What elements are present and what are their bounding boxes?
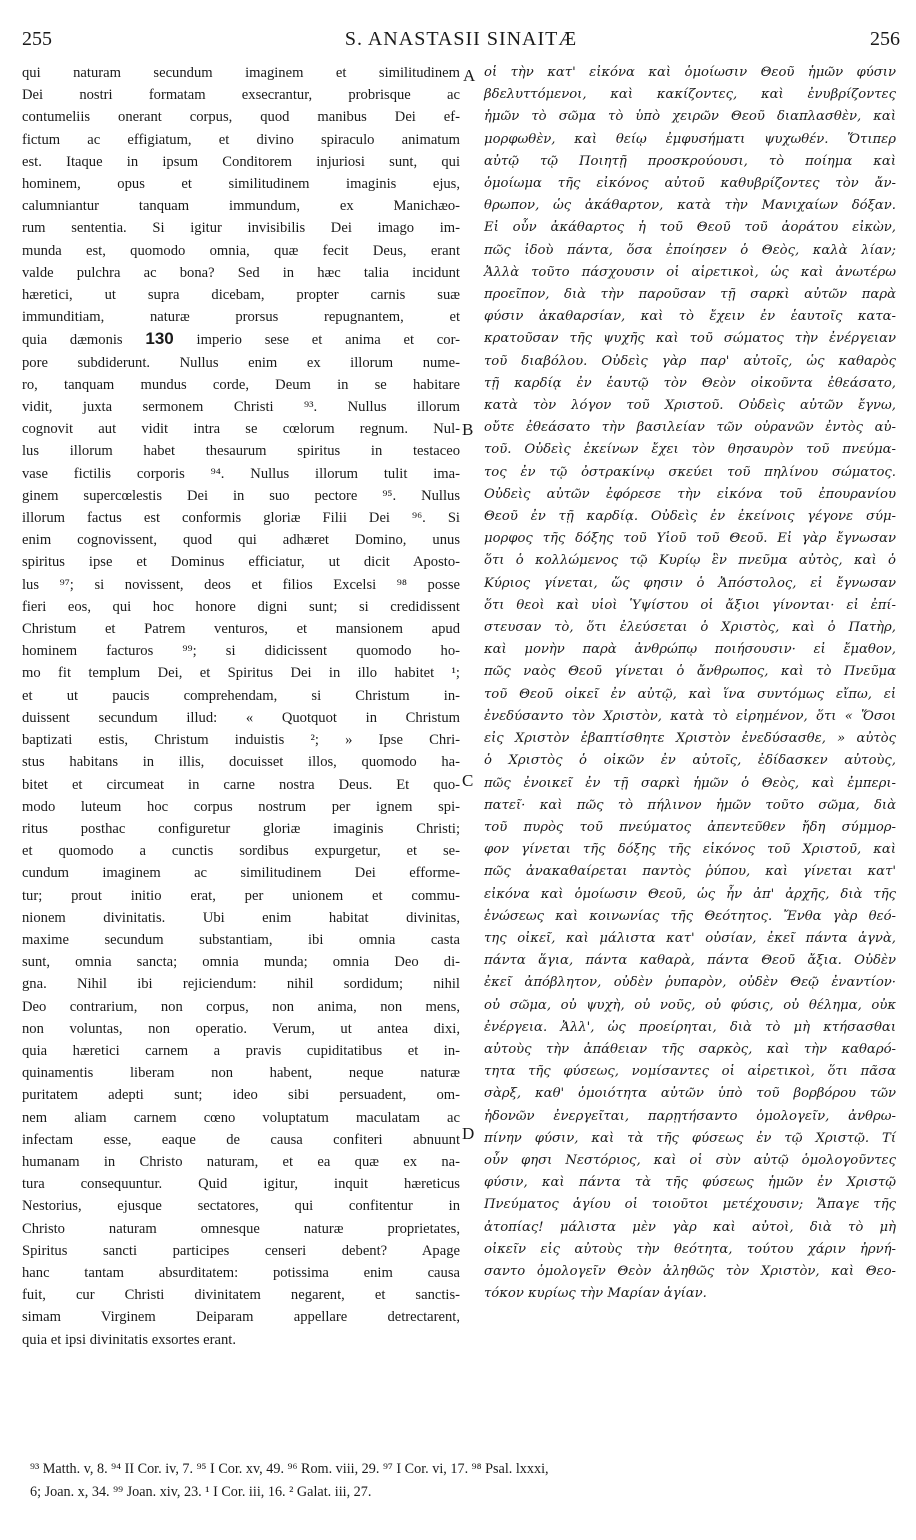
greek-line: ὅτι θεοὶ καὶ υἱοὶ Ὑψίστου οἱ ἄξιοι γίνονται· εἰ ἐπί- [484,597,896,613]
latin-line: contumeliis onerant corpus, quod manibus Dei ef- [22,109,460,126]
latin-line: hominem, opus et similitudinem imaginis ejus, [22,176,460,193]
greek-line: Θεοῦ ἐν τῇ καρδίᾳ. Οὐδεὶς ἐν ἐκείνοις γέγονε σύμ- [484,509,896,525]
greek-line: Οὐδεὶς αὐτῶν ἐφόρεσε τὴν εἰκόνα τοῦ ἐπουρανίου [484,486,896,502]
latin-line: et ut paucis comprehendam, si Christum in- [22,687,460,704]
greek-line: φύσιν ἀκαθαρσίαν, καὶ τὸ ἔχειν ἐν ἑαυτοῖς κατα- [484,309,896,325]
greek-line: τῇ καρδίᾳ ἐν ἑαυτῷ τὸν Θεὸν οἰκοῦντα ἐθεάσατο, [484,375,896,391]
latin-line: modo luteum hoc corpus nostrum per ignem spi- [22,798,460,815]
greek-line: ἡμῶν τὸ σῶμα τὸ ὑπὸ χειρῶν Θεοῦ διαπλασθὲν, καὶ [484,109,896,125]
page-header [22,20,900,60]
latin-column [22,62,460,1351]
latin-line: est. Itaque in ipsum Conditorem injuriosi sunt, qui [22,153,460,170]
latin-line: hominem facturos ⁹⁹; si didicissent quomodo ho- [22,643,460,660]
greek-line: τοῦ Θεοῦ οἰκεῖ ἐν αὐτῷ, καὶ ἵνα συντόμως εἴπω, εἰ [484,686,896,702]
greek-line: οὖν φησι Νεστόριος, καὶ οἱ σὺν αὐτῷ ὁμολογοῦντες [484,1152,896,1168]
latin-line: fieri eos, qui hoc honore digni sunt; si credidissent [22,598,460,615]
section-marker-a: A [463,66,476,85]
footnotes [30,1458,549,1504]
greek-line: εἰς Χριστὸν ἐβαπτίσθητε Χριστὸν ἐνεδύσασθε, » αὐτὸς [484,731,896,747]
latin-line: illorum factus est conformis gloriæ Filii Dei ⁹⁶. Si [22,510,460,527]
greek-line: στευσαν τὸ, ὅτι ἐλεύσεται ὁ Χριστὸς, καὶ ὁ Πατὴρ, [484,620,896,636]
latin-line: enim cognovissent, quod qui adhæret Domino, unus [22,532,460,549]
latin-line [22,328,460,351]
latin-line: fictum ac effigiatum, et divino spiraculo animatum [22,131,460,148]
greek-line: σὰρξ, καθ' ὁμοιότητα αὐτῶν ὑπὸ τοῦ βορβόρου τῶν [484,1086,896,1102]
latin-line: Christum et Patrem venturos, et mansionem apud [22,621,460,638]
latin-line: nem aliam carnem cœno voluptatum maculatam ac [22,1109,460,1126]
greek-line: Πνεύματος ἁγίου οἱ τοιοῦτοι μετέχουσιν; Ἄπαγε τῆς [484,1197,896,1213]
latin-line: fuit, cur Christi divinitatem negarent, et sanctis- [22,1287,460,1304]
latin-line: stus habitans in illis, docuisset illos, quomodo ha- [22,754,460,771]
latin-line: Dei nostri formatam exsecrantur, probrisque ac [22,87,460,104]
latin-line: pore subdiderunt. Nullus enim ex illorum nume- [22,354,460,371]
latin-line: vidit, juxta sermonem Christi ⁹³. Nullus illorum [22,399,460,416]
page-number-right: 256 [870,28,900,50]
greek-line: τοῦ. Οὐδεὶς ἐκείνων ἔχει τὸν θησαυρὸν τοῦ πνεύμα- [484,442,896,458]
latin-line: et quomodo a cunctis sordibus expurgetur, et se- [22,843,460,860]
section-marker-d: D [462,1124,475,1143]
latin-line: nionem divinitatis. Ubi enim habitat divinitas, [22,909,460,926]
section-marker-c: C [462,771,474,790]
greek-line: οἰκεῖν εἰς αὐτοὺς τὴν θεότητα, τούτου χάριν ἠρνή- [484,1241,896,1257]
greek-line: τόκον κυρίως τὴν Μαρίαν ἁγίαν. [484,1286,707,1302]
greek-line: θρωπον, ὡς ἀκάθαρτον, κατὰ τὴν Μανιχαίων δόξαν. [484,198,896,214]
latin-line: infectam esse, eaque de causa confiteri abnuunt [22,1131,460,1148]
greek-line: πατεῖ· καὶ πῶς τὸ πήλινον ἡμῶν τοῦτο σῶμα, διὰ [484,797,896,813]
footnote-line: 6; Joan. x, 34. ⁹⁹ Joan. xiv, 23. ¹ I Cor. iii, 16. ² Galat. iii, 27. [30,1484,372,1500]
greek-line: βδελυττόμενοι, καὶ κακίζοντες, καὶ ἐνυβρίζοντες [484,87,896,103]
greek-line: σαντο ὁμολογεῖν Θεὸν ἀληθῶς τὸν Χριστὸν, καὶ Θεο- [484,1263,896,1279]
greek-line: καὶ μονὴν παρὰ ἀνθρώπῳ ποιήσουσιν· εἰ ἔμαθον, [484,642,896,658]
latin-line: ginem supercœlestis Dei in suo pectore ⁹⁵. Nullus [22,487,460,504]
latin-line: cundum imaginem ac similitudinem Dei efforme- [22,865,460,882]
latin-line: puritatem adepti sunt; ideo sibi persuadent, om- [22,1087,460,1104]
page-number-left: 255 [22,28,52,50]
greek-line: ἀτοπίας! μάλιστα μὲν γὰρ καὶ αὐτοὶ, διὰ τὸ μὴ [484,1219,896,1235]
latin-line: mo fit templum Dei, et Spiritus Dei in illo habitet ¹; [22,665,460,682]
greek-line: προεῖπον, διὰ τὴν παροῦσαν τῇ σαρκὶ αὐτῶν παρὰ [484,287,896,303]
latin-line: Nestorius, ejusque sectatores, qui confitentur in [22,1198,460,1215]
latin-line: sunt, omnia sancta; omnia munda; omnia Deo di- [22,954,460,971]
greek-column [484,62,896,1305]
greek-line: ὅτι ὁ κολλώμενος τῷ Κυρίῳ ἓν πνεῦμα αὐτὸς, καὶ ὁ [484,553,896,569]
latin-line: qui naturam secundum imaginem et similitudinem [22,65,460,81]
latin-line: duissent secundum illud: « Quotquot in Christum [22,709,460,726]
latin-line: quia et ipsi divinitatis exsortes erant. [22,1331,236,1348]
greek-line: μορφος τῆς δόξης τοῦ Υἱοῦ τοῦ Θεοῦ. Εἰ γὰρ ἔγνωσαν [484,531,896,547]
greek-line: κρατοῦσαν τῆς ψυχῆς καὶ τοῦ σώματος τὴν ἐνέργειαν [484,331,896,347]
greek-line: πῶς ναὸς Θεοῦ γίνεται ὁ ἄνθρωπος, καὶ τὸ Πνεῦμα [484,664,896,680]
latin-line: tur; prout initio erat, per unionem et commu- [22,887,460,904]
greek-line: τοῦ πυρὸς τοῦ πνεύματος ἀπεντεῦθεν ἤδη σύμμορ- [484,819,896,835]
latin-line: baptizati estis, Christum induistis ²; » Ipse Chri- [22,732,460,749]
latin-line: cognovit aut vidit intra se cœlorum regnum. Nul- [22,421,460,438]
greek-line: οὔτε ἐθεάσατο τὴν βασιλείαν τῶν οὐρανῶν ἐντὸς αὐ- [484,420,896,436]
greek-line: αὐτοὺς τὴν ἀπάθειαν τῆς σαρκὸς, καὶ τὴν καθαρό- [484,1041,896,1057]
latin-line: quinamentis liberam non habent, neque naturæ [22,1065,460,1082]
greek-line: τητα τῆς φύσεως, νομίσαντες οἱ αἱρετικοὶ, ὅτι πᾶσα [484,1064,896,1080]
section-marker-b: B [462,420,474,439]
latin-line: spiritus ipse et Dominus efficiatur, ut dicit Aposto- [22,554,460,571]
latin-line: Spiritus sancti participes censeri debent? Apage [22,1242,460,1259]
greek-line: αὐτῷ τῷ Ποιητῇ προσκρούουσι, τὸ ποίημα καὶ [484,153,896,169]
latin-line: Christo naturam omnesque naturæ proprietates, [22,1220,460,1237]
greek-line: οὐ σῶμα, οὐ ψυχὴ, οὐ νοῦς, οὐ φύσις, οὐ θέλημα, οὐκ [484,997,896,1013]
greek-line: ὁ Χριστὸς ὁ οἰκῶν ἐν αὐτοῖς, ἐδίδασκεν αὐτοὺς, [484,753,896,769]
greek-line: πάντα ἅγια, πάντα καθαρὰ, πάντα Θεοῦ ἄξια. Οὐδὲν [484,953,896,969]
latin-line: hanc tantam absurditatem: potissima enim causa [22,1264,460,1281]
greek-line: κατὰ τὸν λόγον τοῦ Χριστοῦ. Οὐδεὶς αὐτῶν ἔγνω, [484,398,896,414]
greek-line: Εἰ οὖν ἀκάθαρτος ἡ τοῦ Θεοῦ τοῦ ἀοράτου εἰκὼν, [484,220,896,236]
greek-line: φον γίνεται τῆς δόξης τῆς εἰκόνος τοῦ Χριστοῦ, καὶ [484,842,896,858]
latin-line: lus ⁹⁷; si novissent, deos et filios Excelsi ⁹⁸ posse [22,576,460,593]
greek-line: ἡδονῶν ἐνεργεῖται, παρῃτήσαντο ὁμολογεῖν, ἀνθρω- [484,1108,896,1124]
greek-line: εἰκόνα καὶ ὁμοίωσιν Θεοῦ, ὡς ἦν ἀπ' ἀρχῆς, διὰ τῆς [484,886,896,902]
latin-line: vase fictilis corporis ⁹⁴. Nullus illorum tulit ima- [22,465,460,482]
footnote-line: ⁹³ Matth. v, 8. ⁹⁴ II Cor. iv, 7. ⁹⁵ I Cor. xv, 49. ⁹⁶ Rom. viii, 29. ⁹⁷ I Cor. vi, 17. ⁹⁸ Psal. lxxxi, [30,1461,549,1477]
latin-line: quia hæretici carnem a pravis cupiditatibus et in- [22,1042,460,1059]
greek-line: πῶς ἀνακαθαίρεται παντὸς ῥύπου, καὶ γίνεται κατ' [484,864,896,880]
greek-line: ἐνέργεια. Ἀλλ', ὡς προείρηται, διὰ τὸ μὴ κτήσασθαι [484,1019,896,1035]
greek-line: της οἰκεῖ, καὶ μάλιστα κατ' οὐσίαν, ἐκεῖ πάντα ἁγνὰ, [484,930,896,946]
greek-line: πίνην φύσιν, καὶ τὰ τῆς φύσεως ἐν τῷ Χριστῷ. Τί [484,1130,896,1146]
latin-line: non voluntas, non operatio. Verum, ut antea dixi, [22,1020,460,1037]
greek-line: φύσιν, καὶ πάντα τὰ τῆς φύσεως ἡμῶν ἐν Χριστῷ [484,1175,896,1191]
latin-line: Deo contrarium, non corpus, non anima, non mens, [22,998,460,1015]
latin-line: humanam in Christo naturam, et ea quæ ex na- [22,1153,460,1170]
latin-line: calumniantur tanquam immundum, ex Manichæo- [22,198,460,215]
column-number: 130 [145,329,174,349]
latin-line: ritus posthac configuretur gloriæ imaginis Christi; [22,820,460,837]
greek-line: τος ἐν τῷ ὀστρακίνῳ σκεύει τοῦ πηλίνου σώματος. [484,464,896,480]
latin-line: munda est, quomodo omnia, quæ fecit Deus, erant [22,242,460,259]
greek-line: τοῦ διαβόλου. Οὐδεὶς γὰρ παρ' αὐτοῖς, ὡς καθαρὸς [484,353,896,369]
latin-line-text: quia dæmonis [22,332,123,349]
greek-line: ἐκεῖ ἀπόβλητον, οὐδὲν ῥυπαρὸν, οὐδὲν Θεῷ ἐναντίον· [484,975,896,991]
greek-line: πῶς ἐνοικεῖ ἐν τῇ σαρκὶ ἡμῶν ὁ Θεὸς, καὶ ἐμπερι- [484,775,896,791]
greek-line: ἑνώσεως καὶ κοινωνίας τῆς Θεότητος. Ἔνθα γὰρ θεό- [484,908,896,924]
latin-line: gna. Nihil ibi rejiciendum: nihil sordidum; nihil [22,976,460,993]
greek-line: οἱ τὴν κατ' εἰκόνα καὶ ὁμοίωσιν Θεοῦ ἡμῶν φύσιν [484,65,896,80]
latin-line: ro, tanquam mundus corde, Deum in se habitare [22,376,460,393]
latin-line-tail: imperio sese et anima et cor- [196,332,461,349]
greek-line: πῶς ἰδοὺ πάντα, ὅσα ἐποίησεν ὁ Θεὸς, καλὰ λίαν; [484,242,896,258]
latin-line: bitet et circumeat in carne nostra Deus. Et quo- [22,776,460,793]
latin-line: lus illorum habet thesaurum spiritus in testaceo [22,443,460,460]
latin-line: immunditiam, naturæ prorsus repugnantem, et [22,309,460,326]
greek-line: ἐνεδύσαντο τὸν Χριστὸν, κατὰ τὸ εἰρημένον, ὅτι « Ὅσοι [484,708,896,724]
latin-line: hæretici, ut supra dicebam, propter carnis suæ [22,287,460,304]
latin-line: rum sententia. Si igitur invisibilis Dei imago im- [22,220,460,237]
latin-line: tura consequuntur. Quid igitur, inquit hæreticus [22,1176,460,1193]
greek-line: Κύριος γίνεται, ὥς φησιν ὁ Ἀπόστολος, εἰ ἔγνωσαν [484,575,896,591]
greek-line: μορφωθὲν, καὶ θείῳ ἐμφυσήματι ψυχωθέν. Ὅτιπερ [484,131,896,147]
latin-line: simam Virginem Deiparam appellare detrectarent, [22,1309,460,1326]
greek-line: ὁμοίωμα τῆς εἰκόνος αὐτοῦ καθυβρίζοντες τὸν ἄν- [484,176,896,192]
latin-line: maxime secundum substantiam, ibi omnia casta [22,931,460,948]
greek-line: Ἀλλὰ τοῦτο πάσχουσιν οἱ αἱρετικοὶ, ὡς καὶ ἀνωτέρω [484,264,896,280]
running-title: S. ANASTASII SINAITÆ [344,28,578,50]
latin-line: valde pulchra ac bona? Sed in hæc talia incidunt [22,264,460,281]
